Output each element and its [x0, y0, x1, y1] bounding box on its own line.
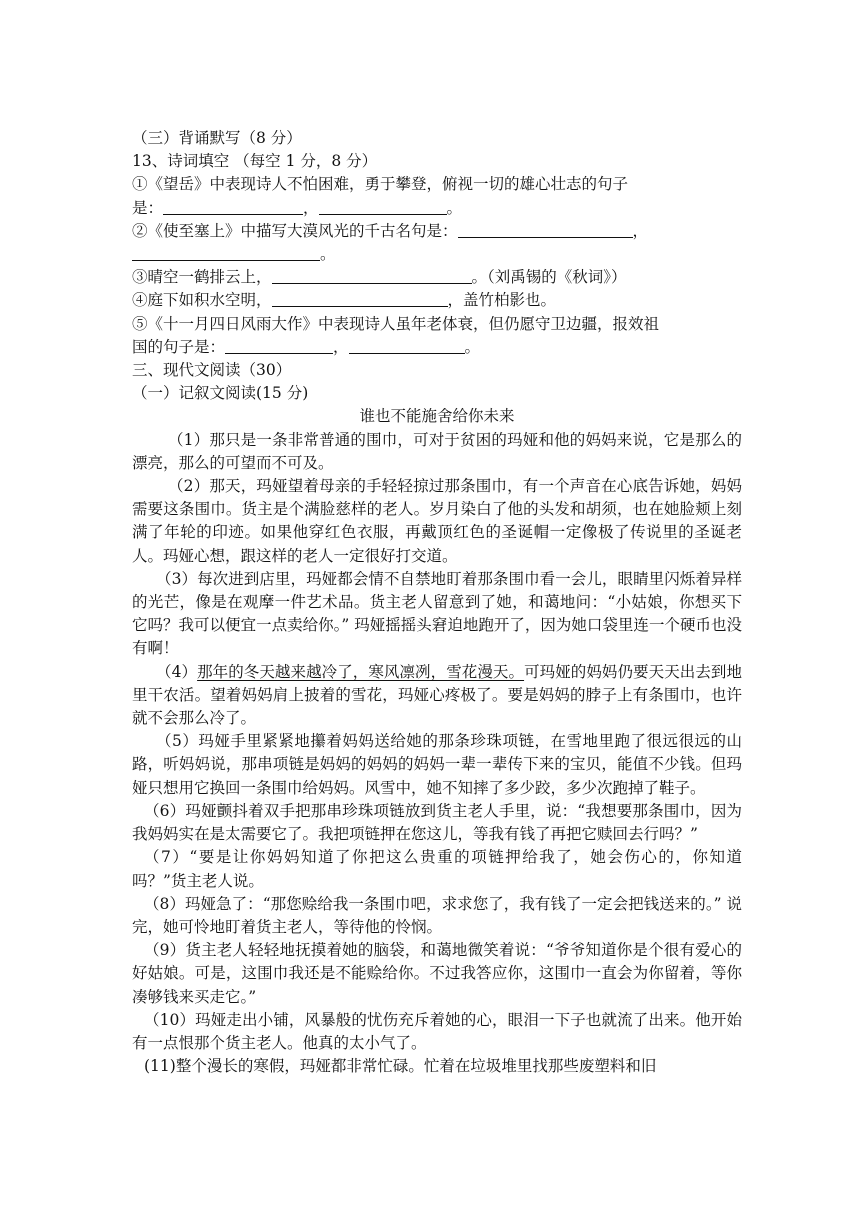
answer-blank[interactable]: [319, 198, 447, 215]
article-paragraph-1: （1）那只是一条非常普通的围巾，可对于贫困的玛娅和他的妈妈来说，它是那么的漂亮，那么的可望而不可及。: [132, 430, 742, 472]
q13-item3-suffix: 。（刘禹锡的《秋词》）: [471, 268, 627, 287]
article-paragraph-2: （2）那天，玛娅望着母亲的手轻轻掠过那条围巾，有一个声音在心底告诉她，妈妈需要这条围巾。货主是个满脸慈样的老人。岁月染白了他的头发和胡须，也在她脸颊上刻满了年轮的印迹。如果他穿红色衣服，再戴顶红色的圣诞帽一定像极了传说里的圣诞老人。玛娅心想，跟这样的老人一定很好打交道。: [132, 477, 742, 565]
paragraph-text: 可玛娅的妈妈仍要天天出去到地里干农活。望着妈妈肩上披着的雪花，玛娅心疼极了。要是妈妈的脖子上有条围巾，也许就不会那么冷了。: [132, 662, 742, 728]
answer-blank[interactable]: [458, 221, 633, 238]
answer-blank[interactable]: [225, 337, 333, 354]
article-paragraph-5: （5）玛娅手里紧紧地攥着妈妈送给她的那条珍珠项链，在雪地里跑了很远很远的山路，听妈妈说，那串项链是妈妈的妈妈的妈妈一辈一辈传下来的宝贝，能值不少钱。但玛娅只想用它换回一条围巾给妈妈。风雪中，她不知摔了多少跤，多少次跑掉了鞋子。: [132, 732, 742, 797]
q13-item3-prefix: ③晴空一鹤排云上，: [132, 268, 272, 287]
q13-title: 13、诗词填空 （每空 1 分，8 分）: [132, 152, 378, 171]
article-title: 谁也不能施舍给你未来: [359, 407, 515, 426]
q13-item1-line1: ①《望岳》中表现诗人不怕困难，勇于攀登，俯视一切的雄心壮志的句子: [132, 175, 629, 194]
article-paragraph-9: （9）货主老人轻轻地抚摸着她的脑袋，和蔼地微笑着说：“爷爷知道你是个很有爱心的好姑娘。可是，这围巾我还是不能赊给你。不过我答应你，这围巾一直会为你留着，等你凑够钱来买走它。”: [132, 941, 742, 1006]
article-paragraph-7: （7）“要是让你妈妈知道了你把这么贵重的项链押给我了，她会伤心的，你知道吗？”货主老人说。: [132, 848, 742, 890]
article-paragraph-6: （6）玛娅颤抖着双手把那串珍珠项链放到货主老人手里，说：“我想要那条围巾，因为我妈妈实在是太需要它了。我把项链押在您这儿，等我有钱了再把它赎回去行吗？”: [132, 801, 742, 844]
answer-blank[interactable]: [132, 244, 320, 261]
q13-item4-prefix: ④庭下如积水空明，: [132, 291, 272, 310]
answer-blank[interactable]: [163, 198, 303, 215]
q13-item5-line1: ⑤《十一月四日风雨大作》中表现诗人虽年老体衰，但仍愿守卫边疆，报效祖: [132, 314, 660, 333]
q13-item5-line2: 国的句子是： ， 。: [132, 337, 481, 356]
answer-blank[interactable]: [272, 267, 472, 284]
q13-item2-line1: ②《使至塞上》中描写大漠风光的千古名句是： ，: [132, 221, 649, 240]
article-paragraph-10: （10）玛娅走出小铺，风暴般的忧伤充斥着她的心，眼泪一下子也就流了出来。他开始有一点恨那个货主老人。他真的太小气了。: [132, 1010, 742, 1052]
q13-item5-prefix: 国的句子是：: [132, 337, 226, 356]
modern-reading-heading: 三、现代文阅读（30）: [132, 361, 292, 380]
recite-section-heading: （三）背诵默写（8 分）: [132, 129, 302, 147]
article-paragraph-4: [132, 661, 742, 731]
exam-page: [132, 127, 742, 1078]
paragraph-number: （4）: [156, 662, 198, 681]
answer-blank[interactable]: [272, 290, 448, 307]
q13-item1-line2: 是： ， 。: [132, 198, 463, 217]
q13-item3: [132, 266, 742, 289]
q13-item2-text: ②《使至塞上》中描写大漠风光的千古名句是：: [132, 221, 458, 240]
q13-item4: [132, 289, 742, 312]
underlined-sentence: 那年的冬天越来越冷了，寒风凛冽，雪花漫天。: [197, 662, 525, 681]
article-paragraph-3: （3）每次进到店里，玛娅都会情不自禁地盯着那条围巾看一会儿，眼睛里闪烁着异样的光芒，像是在观摩一件艺术品。货主老人留意到了她，和蔼地问：“小姑娘，你想买下它吗？我可以便宜一点卖给你。” 玛娅摇摇头窘迫地跑开了，因为她口袋里连一个硬币也没有啊！: [132, 569, 742, 658]
q13-item4-suffix: ，盖竹柏影也。: [447, 291, 557, 310]
article-body: [132, 429, 742, 1079]
q13-item2-line2: 。: [132, 243, 742, 266]
q13-item1-prefix: 是：: [132, 198, 164, 217]
article-paragraph-8: （8）玛娅急了：“那您赊给我一条围巾吧，求求您了，我有钱了一定会把钱送来的。” 说完，她可怜地盯着货主老人，等待他的怜悯。: [132, 894, 742, 936]
answer-blank[interactable]: [349, 337, 465, 354]
narrative-reading-heading: （一）记叙文阅读(15 分): [132, 384, 309, 403]
article-paragraph-11: (11)整个漫长的寒假，玛娅都非常忙碌。忙着在垃圾堆里找那些废塑料和旧: [144, 1057, 657, 1076]
